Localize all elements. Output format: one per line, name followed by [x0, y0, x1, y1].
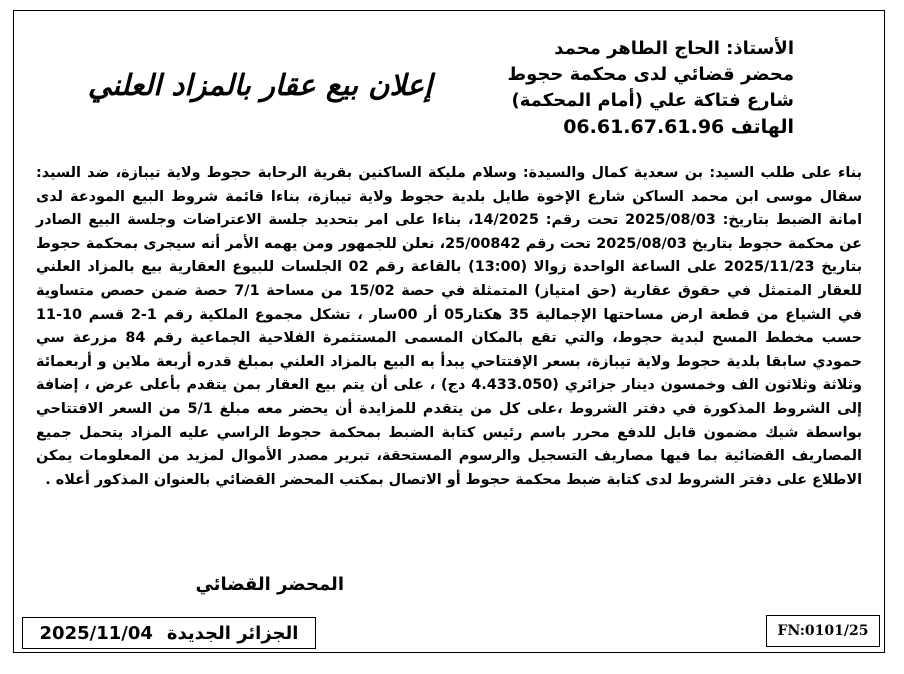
notice-body: بناء على طلب السيد: بن سعدية كمال والسيدة: وسلام مليكة الساكنين بقرية الرحابة حجوط ولاية تيبازة، ضد السيد: سقال موسى ابن محمد الساكن شارع الإخوة طايل بلدية حجوط ولاية تيبازة، بناءا قائمة شروط البيع المودعة لدى امانة الضبط بتاريخ: 2025/08/03 تحت رقم: 14/2025، بناءا على امر بتحديد جلسة الاعتراضات وجلسة البيع الصادر عن محكمة حجوط بتاريخ 2025/08/03 تحت رقم 25/00842، نعلن للجمهور ومن يهمه الأمر أنه سيجرى بمحكمة حجوط بتاريخ 2025/11/23 على الساعة الواحدة زوالا (13:00) بالقاعة رقم 02 الجلسات للبيوع العقارية بيع بالمزاد العلني للعقار المتمثل في حقوق عقارية (حق امتياز) المتمثلة في حصة 15/02 من مساحة 7/1 حصة ضمن حصص متساوية في الشياع من قطعة ارض مساحتها الإجمالية 35 هكتار05 أر 00سار ، تشكل مجموع الملكية رقم 1-2 قسم 10-11 حسب مخطط المسح لبدية حجوط، والتي تقع بالمكان المسمى المستثمرة الفلاحية الجماعية رقم 84 مزرعة سي حمودي سابقا بلدية حجوط ولاية تيبازة، بسعر الإفتتاحي يبدأ به البيع بالمزاد العلني بمبلغ قدره أربعة ملاين و أربعمائة وثلاثة وثلاثون الف وخمسون دينار جزائري (4.433.050 دج) ، على أن يتم بيع العقار بمن يتقدم بأعلى عرض ، إضافة إلى الشروط المذكورة في دفتر الشروط ،على كل من يتقدم للمزايدة أن يحضر معه مبلغ 5/1 من السعر الافتتاحي بواسطة شيك مضمون قابل للدفع محرر باسم رئيس كتابة الضبط بمحكمة حجوط الراسي عليه المزاد يتحمل جميع المصاريف القضائية بما فيها مصاريف التسجيل والرسوم المستحقة، تبرير مصدر الأموال لمزيد من المعلومات يمكن الاطلاع على دفتر الشروط لدى كتابة ضبط محكمة حجوط أو الاتصال بمكتب المحضر القضائي بالعنوان المذكور أعلاه .	[36, 165, 863, 488]
bailiff-header	[464, 36, 794, 140]
phone-number: 06.61.67.61.96	[563, 116, 725, 138]
fn-reference: FN:0101/25	[777, 623, 869, 639]
publication-date: 2025/11/04	[39, 622, 153, 644]
fn-reference-box	[766, 615, 880, 647]
phone-label: الهاتف	[730, 116, 794, 138]
newspaper-date-box	[22, 617, 316, 649]
bailiff-phone-line	[464, 114, 794, 140]
notice-title: إعلان بيع عقار بالمزاد العلني	[87, 68, 433, 102]
newspaper-name: الجزائر الجديدة	[166, 622, 299, 644]
bailiff-address-line: شارع فتاكة علي (أمام المحكمة)	[511, 90, 794, 111]
signature: المحضر القضائي	[195, 574, 344, 595]
bailiff-name-line: الأستاذ: الحاج الطاهر محمد	[554, 38, 794, 59]
bailiff-court-line: محضر قضائي لدى محكمة حجوط	[507, 64, 794, 85]
